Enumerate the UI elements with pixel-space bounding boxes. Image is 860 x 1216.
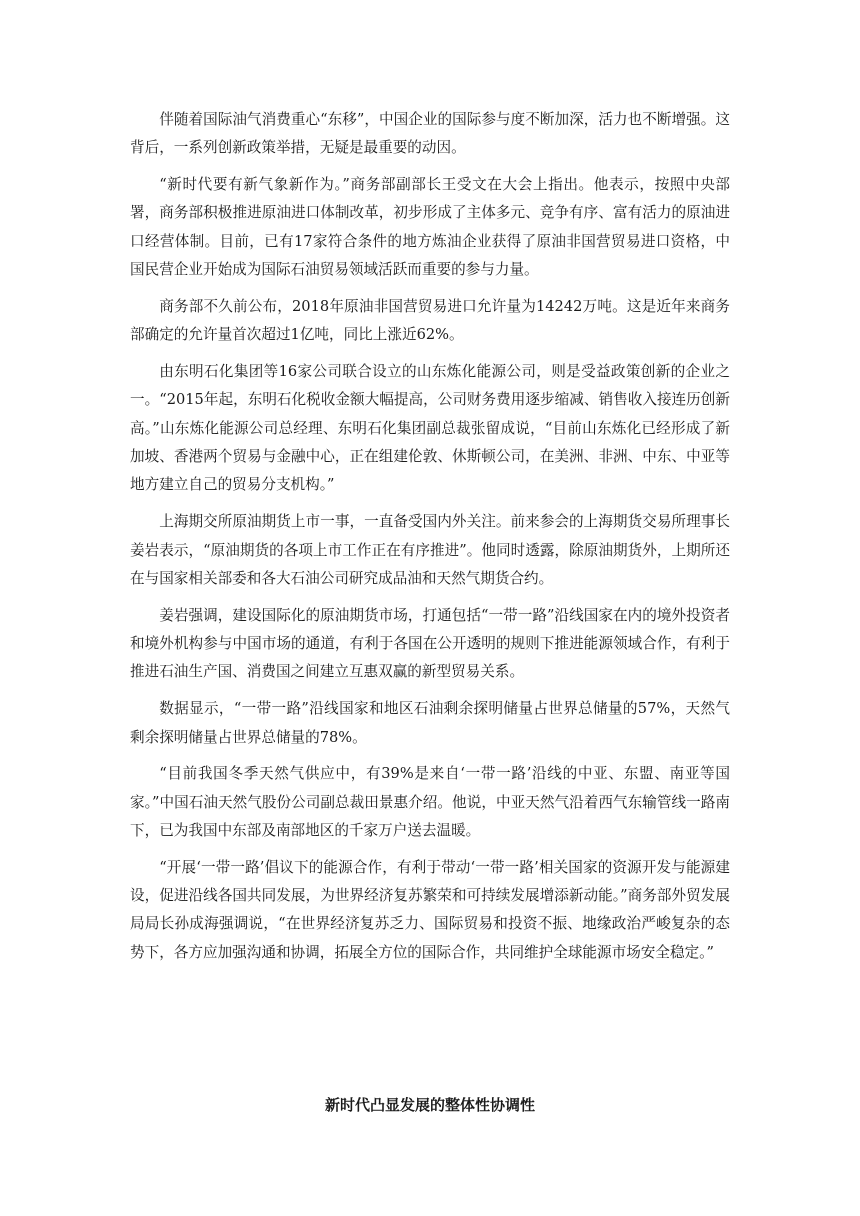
section-heading: 新时代凸显发展的整体性协调性 xyxy=(324,1096,535,1114)
paragraph-3: 商务部不久前公布，2018年原油非国营贸易进口允许量为14242万吨。这是近年来商务部确定的允许量首次超过1亿吨，同比上涨近62%。 xyxy=(130,297,730,344)
paragraph-4: 由东明石化集团等16家公司联合设立的山东炼化能源公司，则是受益政策创新的企业之一。“2015年起，东明石化税收金额大幅提高，公司财务费用逐步缩减、销售收入接连历创新高。”山东炼化能源公司总经理、东明石化集团副总裁张留成说，“目前山东炼化已经形成了新加坡、香港两个贸易与金融中心，正在组建伦敦、休斯顿公司，在美洲、非洲、中东、中亚等地方建立自己的贸易分支机构。” xyxy=(130,363,730,494)
paragraph-5: 上海期交所原油期货上市一事，一直备受国内外关注。前来参会的上海期货交易所理事长姜岩表示，“原油期货的各项上市工作正在有序推进”。他同时透露，除原油期货外，上期所还在与国家相关部委和各大石油公司研究成品油和天然气期货合约。 xyxy=(130,513,730,587)
paragraph-7: 数据显示，“一带一路”沿线国家和地区石油剩余探明储量占世界总储量的57%，天然气剩余探明储量占世界总储量的78%。 xyxy=(130,700,730,746)
paragraph-2: “新时代要有新气象新作为。”商务部副部长王受文在大会上指出。他表示，按照中央部署，商务部积极推进原油进口体制改革，初步形成了主体多元、竞争有序、富有活力的原油进口经营体制。目前，已有17家符合条件的地方炼油企业获得了原油非国营贸易进口资格，中国民营企业开始成为国际石油贸易领域活跃而重要的参与力量。 xyxy=(130,176,730,279)
paragraph-9: “开展‘一带一路’倡议下的能源合作，有利于带动‘一带一路’相关国家的资源开发与能源建设，促进沿线各国共同发展，为世界经济复苏繁荣和可持续发展增添新动能。”商务部外贸发展局局长孙成海强调说，“在世界经济复苏乏力、国际贸易和投资不振、地缘政治严峻复杂的态势下，各方应加强沟通和协调，拓展全方位的国际合作，共同维护全球能源市场安全稳定。” xyxy=(130,858,730,961)
paragraph-8: “目前我国冬季天然气供应中，有39%是来自‘一带一路’沿线的中亚、东盟、南亚等国家。”中国石油天然气股份公司副总裁田景惠介绍。他说，中亚天然气沿着西气东输管线一路南下，已为我国中东部及南部地区的千家万户送去温暖。 xyxy=(130,765,730,839)
article-body xyxy=(130,106,730,976)
paragraph-1: 伴随着国际油气消费重心“东移”，中国企业的国际参与度不断加深，活力也不断增强。这背后，一系列创新政策举措，无疑是最重要的动因。 xyxy=(130,111,730,157)
paragraph-6: 姜岩强调，建设国际化的原油期货市场，打通包括“一带一路”沿线国家在内的境外投资者和境外机构参与中国市场的通道，有利于各国在公开透明的规则下推进能源领域合作，有利于推进石油生产国、消费国之间建立互惠双赢的新型贸易关系。 xyxy=(130,606,730,681)
